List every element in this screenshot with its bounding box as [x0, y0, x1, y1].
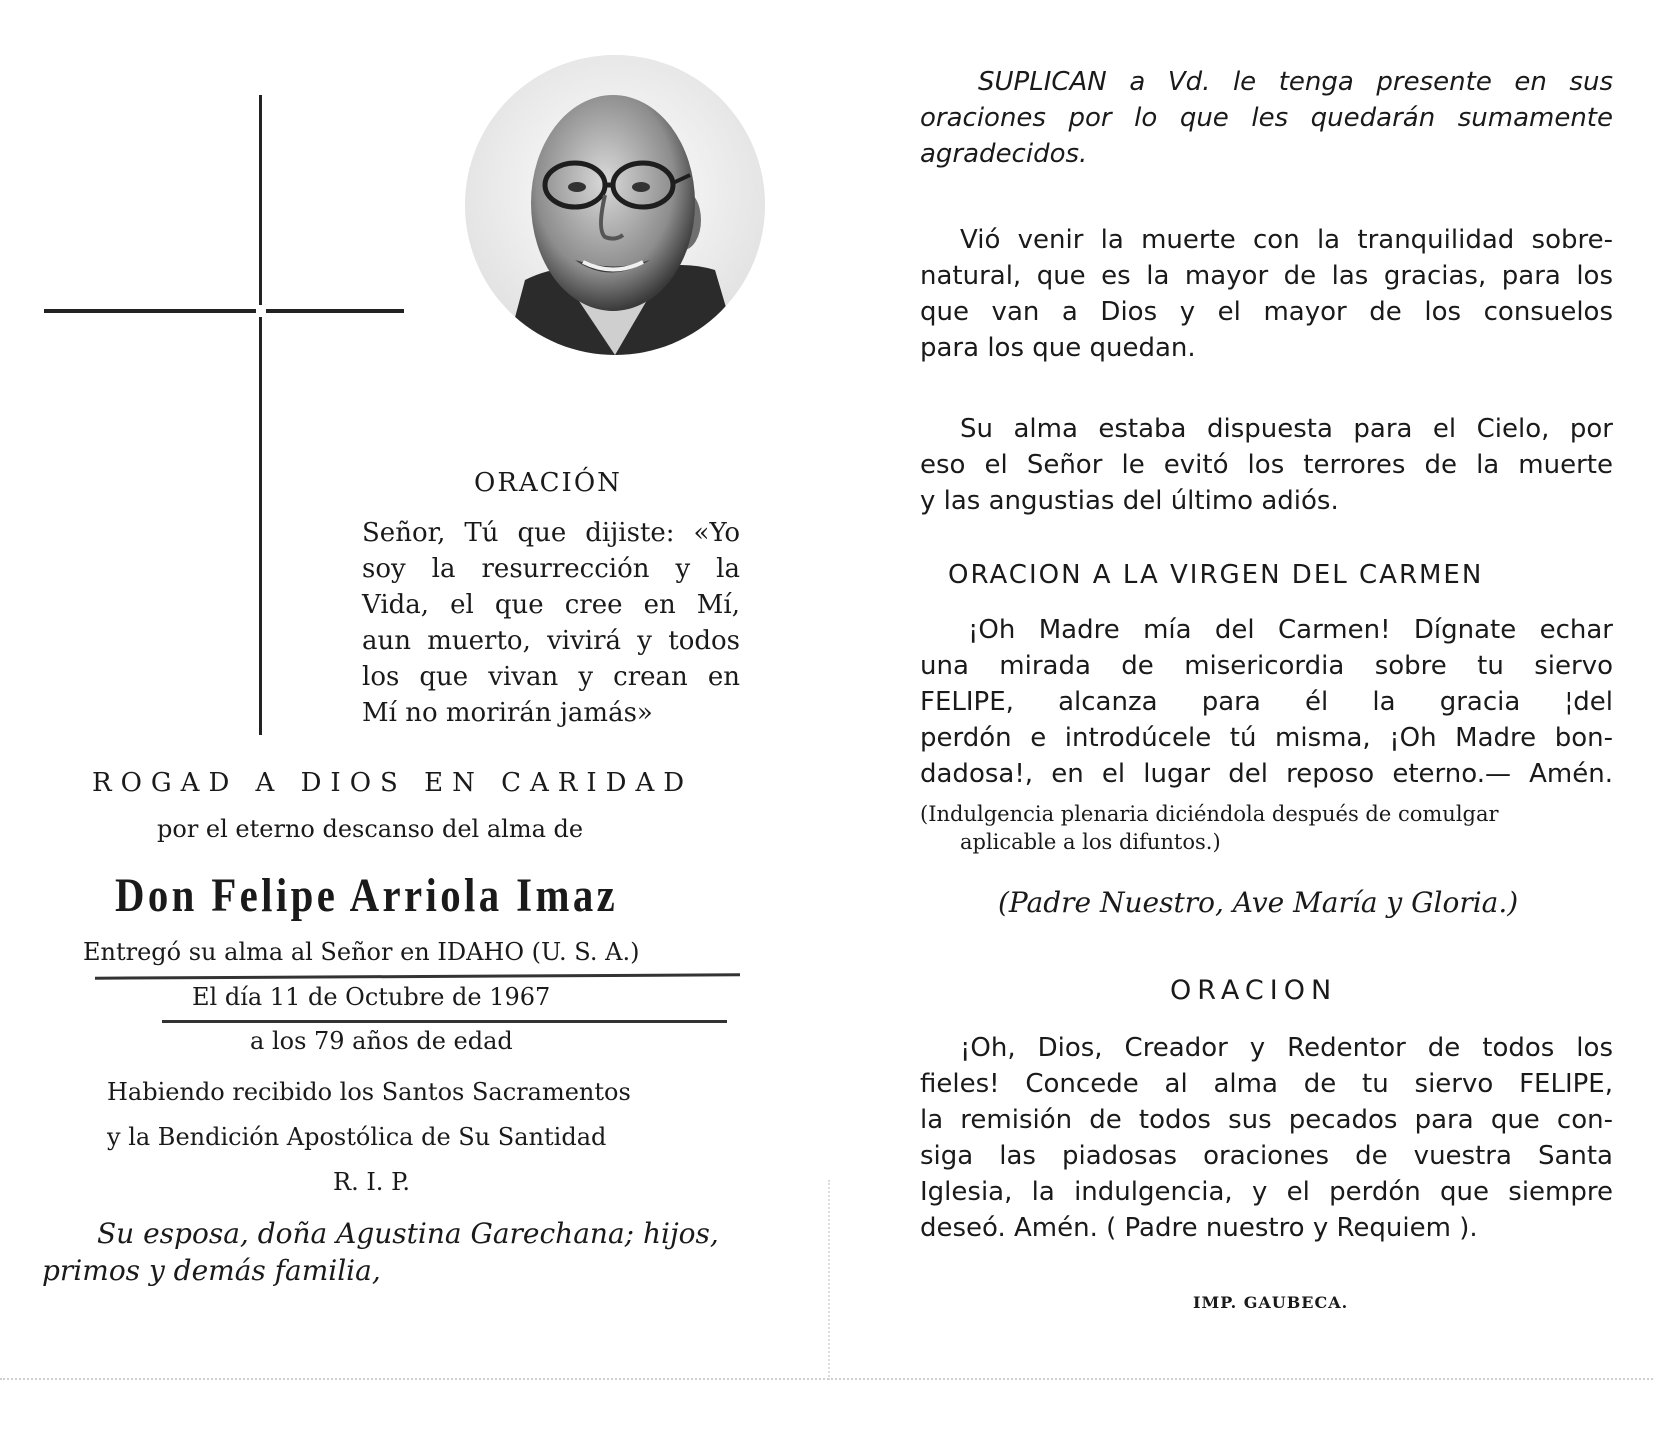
paragraph-line: perdón e introdúcele tú misma, ¡Oh Madre bon-: [920, 723, 1613, 753]
oracion-line: Señor, Tú que dijiste: «Yo: [362, 518, 740, 548]
divider-rule: [162, 1020, 727, 1023]
indulgence-note: [920, 800, 1499, 856]
printer-imprint: IMP. GAUBECA.: [1193, 1293, 1349, 1312]
paragraph-line: FELIPE, alcanza para él la gracia ¦del: [920, 687, 1613, 717]
deceased-name: Don Felipe Arriola Imaz: [115, 869, 619, 922]
paragraph-line: dadosa!, en el lugar del reposo eterno.— Amén.: [920, 759, 1613, 789]
paragraph-line: deseó. Amén. ( Padre nuestro y Requiem ).: [920, 1213, 1478, 1243]
divider-rule: [95, 973, 740, 979]
paragraph-line: para los que quedan.: [920, 333, 1196, 363]
paragraph-line: fieles! Concede al alma de tu siervo FELIPE,: [920, 1069, 1613, 1099]
blessing-line: y la Bendición Apostólica de Su Santidad: [107, 1123, 607, 1151]
vio-paragraph: [920, 222, 1613, 366]
oracion-line: soy la resurrección y la: [362, 554, 740, 584]
alma-paragraph: [920, 411, 1613, 519]
card-bottom-edge: [0, 1378, 1653, 1382]
paragraph-line: que van a Dios y el mayor de los consuelos: [920, 297, 1613, 327]
family-line: Su esposa, doña Agustina Garechana; hijos,: [97, 1217, 719, 1250]
paragraph-line: eso el Señor le evitó los terrores de la muerte: [920, 450, 1613, 480]
paragraph-line: oraciones por lo que les quedarán sumamente: [920, 103, 1613, 133]
rogad-heading: ROGAD A DIOS EN CARIDAD: [92, 768, 694, 798]
paragraph-line: siga las piadosas oraciones de vuestra Santa: [920, 1141, 1613, 1171]
paragraph-line: ¡Oh, Dios, Creador y Redentor de todos los: [960, 1033, 1613, 1063]
note-line: aplicable a los difuntos.): [960, 830, 1221, 854]
death-date: El día 11 de Octubre de 1967: [192, 983, 551, 1011]
oracion-line: los que vivan y crean en: [362, 662, 740, 692]
paragraph-line: ¡Oh Madre mía del Carmen! Dígnate echar: [968, 615, 1613, 645]
sacraments-line: Habiendo recibido los Santos Sacramentos: [107, 1078, 631, 1106]
family-line: primos y demás familia,: [42, 1254, 381, 1287]
oracion-line: aun muerto, vivirá y todos: [362, 626, 740, 656]
paragraph-line: una mirada de misericordia sobre tu siervo: [920, 651, 1613, 681]
paragraph-line: Su alma estaba dispuesta para el Cielo, por: [960, 414, 1613, 444]
virgen-prayer-text: [920, 612, 1613, 792]
dios-prayer-text: [920, 1030, 1613, 1246]
portrait-illustration: [465, 55, 765, 355]
eternal-rest-line: por el eterno descanso del alma de: [157, 815, 584, 843]
oracion-text: [362, 515, 740, 731]
portrait-photo: [465, 55, 765, 355]
paragraph-line: SUPLICAN a Vd. le tenga presente en sus: [978, 67, 1613, 97]
suplican-paragraph: [920, 64, 1613, 172]
rip: R. I. P.: [333, 1168, 410, 1196]
paragraph-line: Vió venir la muerte con la tranquilidad sobre-: [960, 225, 1613, 255]
paragraph-line: agradecidos.: [920, 139, 1088, 169]
cross-horizontal-bar: [44, 309, 404, 313]
death-place: Entregó su alma al Señor en IDAHO (U. S. A.): [83, 938, 640, 966]
oracion-title-2: ORACION: [1170, 975, 1338, 1006]
cross-gap: [256, 305, 266, 317]
paragraph-line: y las angustias del último adiós.: [920, 486, 1339, 516]
virgen-prayer-title: ORACION A LA VIRGEN DEL CARMEN: [948, 560, 1484, 590]
padre-nuestro-line: (Padre Nuestro, Ave María y Gloria.): [998, 886, 1519, 919]
cross-vertical-bar: [259, 95, 262, 735]
paragraph-line: Iglesia, la indulgencia, y el perdón que siempre: [920, 1177, 1613, 1207]
fold-line: [828, 1180, 832, 1380]
oracion-line: Vida, el que cree en Mí,: [362, 590, 740, 620]
oracion-line: Mí no morirán jamás»: [362, 698, 653, 728]
age-at-death: a los 79 años de edad: [250, 1027, 513, 1055]
paragraph-line: la remisión de todos sus pecados para que con-: [920, 1105, 1613, 1135]
oracion-title: ORACIÓN: [474, 468, 622, 498]
paragraph-line: natural, que es la mayor de las gracias, para los: [920, 261, 1613, 291]
note-line: (Indulgencia plenaria diciéndola después de comulgar: [920, 802, 1499, 826]
